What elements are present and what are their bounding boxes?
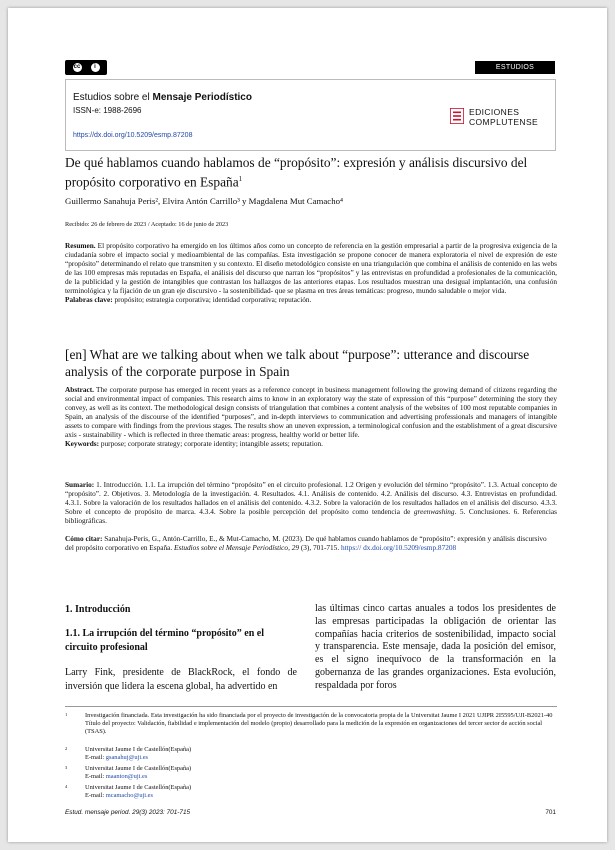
body-column-left: Larry Fink, presidente de BlackRock, el fondo de inversión que lidera la escena global, ha advertido en bbox=[65, 667, 297, 692]
email-label: E-mail: bbox=[85, 792, 106, 799]
email-link[interactable]: gsanahuj@uji.es bbox=[105, 754, 149, 761]
doi-link[interactable]: https://dx.doi.org/10.5209/esmp.87208 bbox=[73, 132, 193, 139]
citar-journal: Estudios sobre el Mensaje Periodístico, 29 bbox=[174, 543, 300, 552]
subsection-heading: 1.1. La irrupción del término “propósito” en el circuito profesional bbox=[65, 628, 264, 653]
journal-name bbox=[73, 92, 252, 103]
resumen bbox=[65, 241, 557, 304]
issn: ISSN-e: 1988-2696 bbox=[73, 106, 142, 115]
sumario-label: Sumario: bbox=[65, 480, 95, 489]
received-dates: Recibido: 26 de febrero de 2023 / Aceptado: 16 de junio de 2023 bbox=[65, 221, 229, 228]
sumario-tail: . 5. Conclusiones. 6. Referencias bibliográficas. bbox=[65, 507, 557, 525]
sumario bbox=[65, 480, 557, 525]
authors: Guillermo Sanahuja Peris², Elvira Antón Carrillo³ y Magdalena Mut Camacho⁴ bbox=[65, 196, 344, 206]
journal-name-prefix: Estudios sobre el bbox=[73, 92, 153, 103]
complutense-logo-icon bbox=[450, 108, 464, 124]
email-link[interactable]: maanton@uji.es bbox=[105, 773, 148, 780]
citar-tail: (3), 701-715. bbox=[299, 543, 341, 552]
footnote-number: 3 bbox=[65, 765, 68, 770]
article-title bbox=[65, 154, 557, 190]
sumario-text: 1. Introducción. 1.1. La irrupción del término “propósito” en el circuito profesional. 1.2 Origen y evolución del término “propósito”. 1.3. Actual concepto de “propósito”. 2. Objetivos. 3. Metodología de la investigación. 4. Resultados. 4.1. Análisis de contenido. 4.2. Análisis del discurso. 4.3. Entrevistas en profundidad. 4.3.1. Sobre la valoración de los resultados hallados en el análisis del contenido. 4.3.2. Sobre la valoración de los resultados hallados en el análisis del discurso. 4.3.3. Sobre el concepto de propósito de marca. 4.3.4. Sobre la posible percepción del propósito como tendencia de bbox=[65, 480, 557, 516]
body-column-right: las últimas cinco cartas anuales a todos los presidentes de las empresas participadas la obligación de orientar las compañías hacia criterios de sostenibilidad, impacto social y transparencia. Este mensaje, dada la posición del emisor, es el signo inequívoco de la transformación en la gobernanza de las grandes organizaciones. Esta evolución, respaldada por foros bbox=[315, 603, 556, 691]
publisher-line1: EDICIONES bbox=[469, 107, 520, 117]
by-icon: i bbox=[91, 63, 100, 72]
title-footnote-mark: 1 bbox=[238, 175, 243, 183]
footnote-text: Universitat Jaume I de Castellón(España) bbox=[85, 746, 192, 753]
cc-license-badge[interactable] bbox=[65, 60, 107, 75]
page-number: 701 bbox=[545, 809, 556, 816]
sumario-italic: greenwashing bbox=[413, 507, 455, 516]
english-title: [en] What are we talking about when we talk about “purpose”: utterance and discourse analysis of the corporate purpose in Spain bbox=[65, 347, 530, 379]
palabras-clave-label: Palabras clave: bbox=[65, 295, 113, 304]
how-to-cite bbox=[65, 534, 557, 552]
paper-page bbox=[8, 8, 607, 842]
cc-icon: cc bbox=[73, 64, 81, 70]
publisher-name bbox=[469, 107, 538, 127]
section-tag: ESTUDIOS bbox=[475, 61, 555, 74]
email-link[interactable]: mcamacho@uji.es bbox=[105, 792, 153, 799]
palabras-clave-text: propósito; estrategia corporativa; identidad corporativa; reputación. bbox=[112, 295, 312, 304]
keywords-label: Keywords: bbox=[65, 439, 100, 448]
journal-header-box bbox=[65, 79, 556, 151]
footnote-divider bbox=[65, 706, 557, 707]
keywords-text: purpose; corporate strategy; corporate identity; intangible assets; reputation. bbox=[99, 439, 323, 448]
footer-citation: Estud. mensaje period. 29(3) 2023: 701-715 bbox=[65, 809, 191, 816]
footnote-text: Universitat Jaume I de Castellón(España) bbox=[85, 784, 192, 791]
resumen-text: El propósito corporativo ha emergido en los últimos años como un concepto de referencia en la gestión empresarial a partir de la progresiva exigencia de la ciudadanía sobre el impacto social y medioambiental de las compañías. Esta investigación se propone conocer de manera exploratoria el nivel de expresión de este “propósito” determinando el relato que transmiten y su contexto. El diseño metodológico consiste en una triangulación que combina el análisis de contenido en las webs de las 100 empresas más reputadas en España, el análisis del discurso que narran los “propósitos” y las entrevistas en profundidad a profesionales de la comunicación, de la publicidad y la gestión de intangibles que contrastan los hallazgos de las anteriores etapas. Los resultados muestran una desigual implantación, una confusión terminológica y la fijación de un gran eje discursivo - la sostenibilidad- que se plasma en tres áreas temáticas: progreso, mundo saludable o mejor vida. bbox=[65, 241, 557, 295]
journal-name-bold: Mensaje Periodístico bbox=[152, 92, 252, 103]
abstract-text: The corporate purpose has emerged in recent years as a reference concept in business management following the growing demand of citizens regarding the social and environmental impact of companies. This research aims to know in an exploratory way the state of expression of this “purpose” determining the story they convey, as well as its context. The methodological design consists of triangulation that combines a content analysis of the websites of 100 most reputable companies in Spain, an analysis of the discourse of the identified “purposes”, and in-depth interviews to communication and advertising professionals and managers of intangible assets to compare with findings from the previous stages. The results show an uneven expression, a terminological confusion and the establishment of a great discursive axis - sustainability - which is reflected in three thematic areas: progress, healthy world or better life. bbox=[65, 385, 557, 439]
citar-text: Sanahuja-Peris, G., Antón-Carrillo, E., & Mut-Camacho, M. (2023). De qué hablamos cuando hablamos de “propósito”: expresión y análisis discursivo del propósito corporativo en España. bbox=[65, 534, 547, 552]
resumen-label: Resumen. bbox=[65, 241, 96, 250]
publisher-line2: COMPLUTENSE bbox=[469, 117, 539, 127]
email-label: E-mail: bbox=[85, 754, 106, 761]
footnote-number: 2 bbox=[65, 746, 68, 751]
footnote-text: Universitat Jaume I de Castellón(España) bbox=[85, 765, 192, 772]
abstract-label: Abstract. bbox=[65, 385, 94, 394]
title-text: De qué hablamos cuando hablamos de “propósito”: expresión y análisis discursivo del propósito corporativo en España bbox=[65, 155, 528, 190]
footnote-number: 4 bbox=[65, 784, 68, 789]
section-heading: 1. Introducción bbox=[65, 604, 131, 615]
email-label: E-mail: bbox=[85, 773, 106, 780]
abstract bbox=[65, 385, 557, 448]
footnote-number: 1 bbox=[65, 712, 68, 717]
citar-doi-link[interactable]: https:// dx.doi.org/10.5209/esmp.87208 bbox=[340, 543, 457, 552]
citar-label: Cómo citar: bbox=[65, 534, 103, 543]
footnote-text: Investigación financiada. Esta investigación ha sido financiada por el proyecto de investigación de la convocatoria propia de la Universitat Jaume I 2021 UJIPR 2I5595/UJI-B2021-40 Título del proyecto: Validación, fiabilidad e implementación del modelo (propio) desarrollado para la medición de la expresión en organizaciones del tercer sector de acción social (TSAS). bbox=[85, 712, 553, 735]
